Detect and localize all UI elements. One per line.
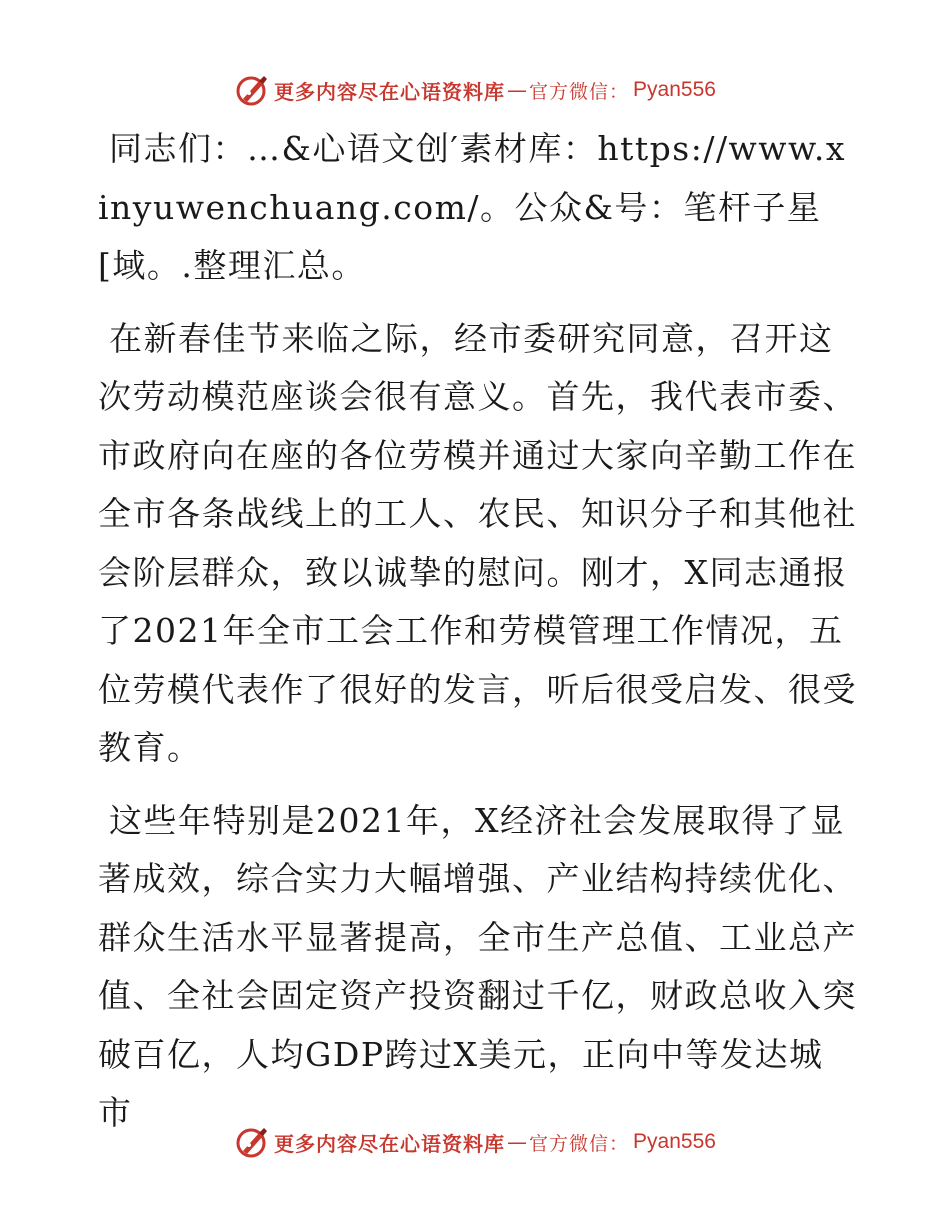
banner-brand-text: 更多内容尽在心语资料库 — [274, 1131, 506, 1156]
banner-official-label: 官方微信： — [529, 80, 630, 103]
footer-watermark-banner — [0, 1122, 950, 1162]
banner-brand-text: 更多内容尽在心语资料库 — [274, 79, 506, 104]
pen-logo-icon — [234, 72, 270, 108]
paragraph-greeting: 同志们：…&心语文创′素材库：https://www.xinyuwenchuang.com/。公众&号：笔杆子星[域。.整理汇总。 — [98, 129, 846, 285]
banner-official-label: 官方微信： — [529, 1132, 630, 1155]
banner-wechat-handle: Pyan556 — [633, 78, 716, 101]
header-watermark-banner — [0, 70, 950, 110]
banner-dash: — — [507, 1130, 528, 1154]
paragraph-achievements: 这些年特别是2021年，X经济社会发展取得了显著成效，综合实力大幅增强、产业结构持续优化、群众生活水平显著提高，全市生产总值、工业总产值、全社会固定资产投资翻过千亿，财政总收入突破百亿，人均GDP跨过X美元，正向中等发达城市 — [98, 800, 857, 1132]
pen-logo-icon — [234, 1124, 270, 1160]
paragraph-opening: 在新春佳节来临之际，经市委研究同意，召开这次劳动模范座谈会很有意义。首先，我代表市委、市政府向在座的各位劳模并通过大家向辛勤工作在全市各条战线上的工人、农民、知识分子和其他社会阶层群众，致以诚挚的慰问。刚才，X同志通报了2021年全市工会工作和劳模管理工作情况，五位劳模代表作了很好的发言，听后很受启发、很受教育。 — [98, 318, 857, 767]
banner-wechat-handle: Pyan556 — [633, 1130, 716, 1153]
banner-dash: — — [507, 78, 528, 102]
document-body — [98, 120, 858, 1157]
